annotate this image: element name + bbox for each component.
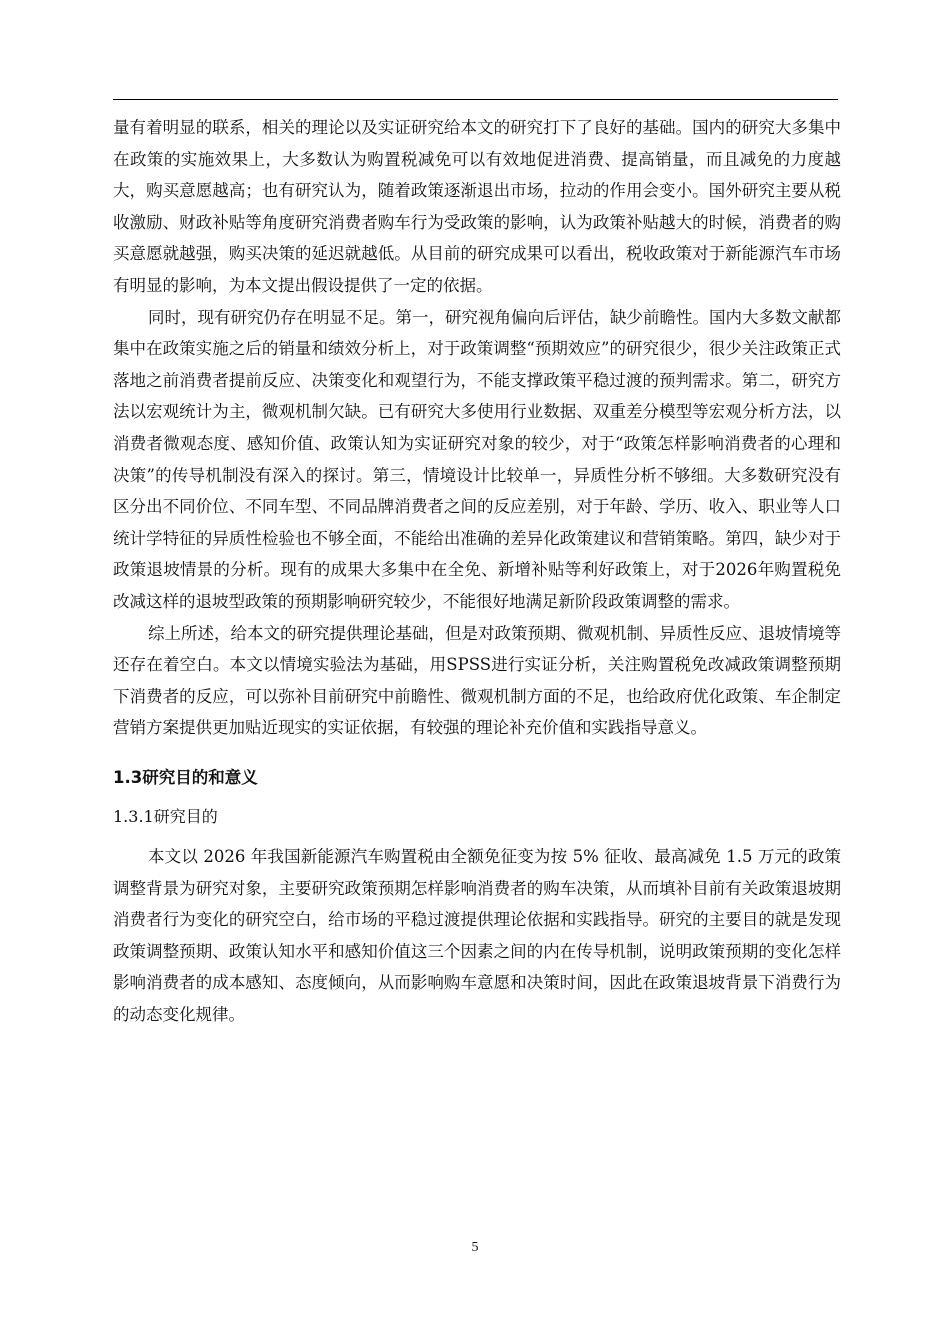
section-heading: 1.3研究目的和意义 — [113, 767, 258, 787]
body-text — [113, 112, 841, 1031]
paragraph-conclusion: 综上所述，给本文的研究提供理论基础，但是对政策预期、微观机制、异质性反应、退坡情境等还存在着空白。本文以情境实验法为基础，用SPSS进行实证分析，关注购置税免改减政策调整预期下消费者的反应，可以弥补目前研究中前瞻性、微观机制方面的不足，也给政府优化政策、车企制定营销方案提供更加贴近现实的实证依据，有较强的理论补充价值和实践指导意义。 — [113, 623, 841, 738]
paragraph-research-gaps: 同时，现有研究仍存在明显不足。第一，研究视角偏向后评估，缺少前瞻性。国内大多数文献都集中在政策实施之后的销量和绩效分析上，对于政策调整“预期效应”的研究很少，很少关注政策正式落地之前消费者提前反应、决策变化和观望行为，不能支撑政策平稳过渡的预判需求。第二，研究方法以宏观统计为主，微观机制欠缺。已有研究大多使用行业数据、双重差分模型等宏观分析方法，以消费者微观态度、感知价值、政策认知为实证研究对象的较少，对于“政策怎样影响消费者的心理和决策”的传导机制没有深入的探讨。第三，情境设计比较单一，异质性分析不够细。大多数研究没有区分出不同价位、不同车型、不同品牌消费者之间的反应差别，对于年龄、学历、收入、职业等人口统计学特征的异质性检验也不够全面，不能给出准确的差异化政策建议和营销策略。第四，缺少对于政策退坡情景的分析。现有的成果大多集中在全免、新增补贴等利好政策上，对于2026年购置税免改减这样的退坡型政策的预期影响研究较少，不能很好地满足新阶段政策调整的需求。 — [113, 307, 841, 611]
subsection-heading: 1.3.1研究目的 — [113, 807, 218, 827]
paragraph-literature-summary: 量有着明显的联系，相关的理论以及实证研究给本文的研究打下了良好的基础。国内的研究大多集中在政策的实施效果上，大多数认为购置税减免可以有效地促进消费、提高销量，而且减免的力度越大，购买意愿越高；也有研究认为，随着政策逐渐退出市场，拉动的作用会变小。国外研究主要从税收激励、财政补贴等角度研究消费者购车行为受政策的影响，认为政策补贴越大的时候，消费者的购买意愿就越强，购买决策的延迟就越低。从目前的研究成果可以看出，税收政策对于新能源汽车市场有明显的影响，为本文提出假设提供了一定的依据。 — [113, 118, 841, 295]
header-rule — [113, 99, 838, 100]
paragraph-research-purpose: 本文以 2026 年我国新能源汽车购置税由全额免征变为按 5% 征收、最高减免 1.5 万元的政策调整背景为研究对象，主要研究政策预期怎样影响消费者的购车决策，从而填补目前有关政策退坡期消费者行为变化的研究空白，给市场的平稳过渡提供理论依据和实践指导。研究的主要目的就是发现政策调整预期、政策认知水平和感知价值这三个因素之间的内在传导机制，说明政策预期的变化怎样影响消费者的成本感知、态度倾向，从而影响购车意愿和决策时间，因此在政策退坡背景下消费行为的动态变化规律。 — [113, 847, 841, 1025]
page-number: 5 — [471, 1240, 479, 1255]
